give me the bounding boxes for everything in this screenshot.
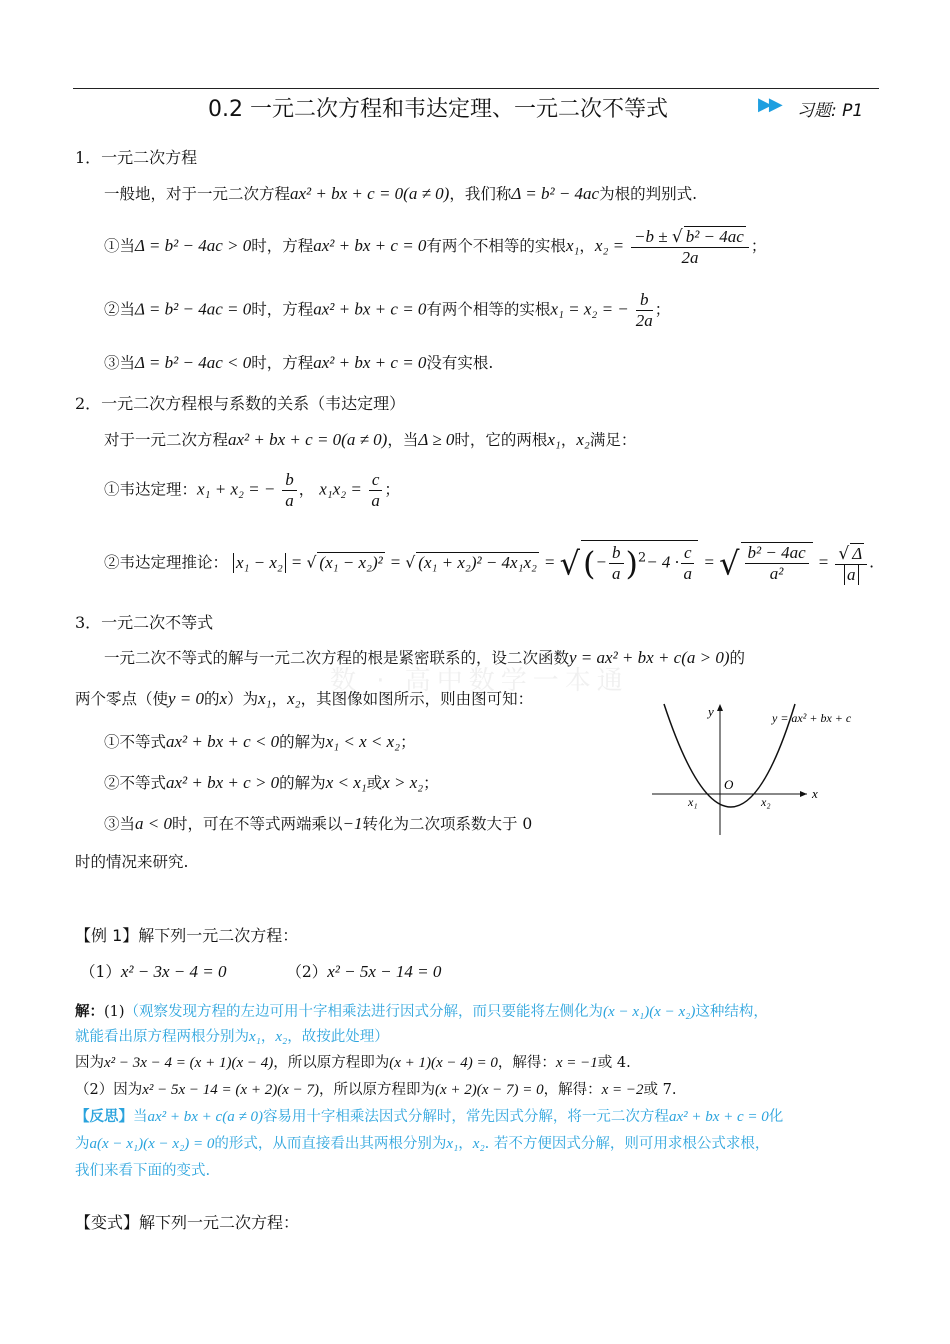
section3-para2: 两个零点（使y = 0的x）为x₁，x₂，其图像如图所示，则由图可知： [75,689,534,708]
section1-case2: ②当Δ = b² − 4ac = 0时，方程ax² + bx + c = 0有两个相等的实根x₁ = x₂ = − $\frac{b}{2a}$ ； [104,290,671,330]
example1-reflection-end: 我们来看下面的变式. [75,1163,211,1179]
inequality-rule-1: ①不等式ax² + bx + c < 0的解为x₁ < x < x₂； [104,732,416,751]
inequality-rule-3-cont: 时的情况来研究. [75,853,189,871]
inequality-rule-3: ③当a < 0时，可在不等式两端乘以−1转化为二次项系数大于 0 [104,814,533,833]
graph-function-label: y = ax² + bx + c [772,711,852,725]
graph-origin-label: O [724,777,734,792]
example1-reflection-cont: 为a(x − x₁)(x − x₂) = 0的形式，从而直接看出其两根分别为x₁，x₂. 若不方便因式分解，则可用求根公式求根， [75,1136,770,1152]
section1-intro: 一般地，对于一元二次方程ax² + bx + c = 0(a ≠ 0)，我们称Δ = b² − 4ac为根的判别式. [104,184,698,203]
section1-heading: 1．一元二次方程 [75,148,198,167]
example1-solution-1: 因为x² − 3x − 4 = (x + 1)(x − 4)，所以原方程即为(x + 1)(x − 4) = 0，解得：x = −1或 4. [75,1055,631,1071]
section1-case1: ①当Δ = b² − 4ac > 0时，方程ax² + bx + c = 0有两个不相等的实根x₁，x₂ = $\frac{\text{−b ± √ b² − 4ac}}{2a}$ ； [104,227,767,267]
header-rule [73,88,879,89]
section2-intro: 对于一元二次方程ax² + bx + c = 0(a ≠ 0)，当Δ ≥ 0时，它的两根x₁，x₂满足： [104,430,637,449]
example1-questions: （1）x² − 3x − 4 = 0 （2）x² − 5x − 14 = 0 [80,962,442,981]
section3-heading: 3．一元二次不等式 [75,613,214,632]
double-arrow-icon: ▶▶ [758,94,780,115]
section3-para1: 一元二次不等式的解与一元二次方程的根是紧密联系的，设二次函数y = ax² + bx + c(a > 0)的 [104,648,746,667]
graph-y-label: y [708,704,714,719]
page-title: 0.2 一元二次方程和韦达定理、一元二次不等式 [208,97,668,122]
example1-title: 【例 1】解下列一元二次方程： [75,926,299,945]
root-formula-fraction: $\frac{\text{−b ± √ b² − 4ac}}{2a}$ [631,226,749,268]
parabola-graph [652,700,877,840]
watermark: 数 · 高中数学一本通 [330,666,629,696]
variant-title: 【变式】解下列一元二次方程： [75,1213,300,1232]
example1-solution-2: （2）因为x² − 5x − 14 = (x + 2)(x − 7)，所以原方程即为(x + 2)(x − 7) = 0，解得：x = −2或 7. [75,1082,677,1098]
exercise-reference: 习题: P1 [797,101,864,121]
section1-case3: ③当Δ = b² − 4ac < 0时，方程ax² + bx + c = 0没有实根. [104,353,494,372]
section2-heading: 2．一元二次方程根与系数的关系（韦达定理） [75,394,406,413]
graph-x1-label: x₁ [688,795,698,809]
example1-solution-note: 解：(1)（观察发现方程的左边可用十字相乘法进行因式分解，而只要能将左侧化为(x − x₁)(x − x₂)这种结构， [75,1003,768,1020]
graph-x-label: x [812,786,818,801]
example1-reflection: 【反思】当ax² + bx + c(a ≠ 0)容易用十字相乘法因式分解时，常先因式分解，将一元二次方程ax² + bx + c = 0化 [75,1108,784,1125]
example1-solution-note-cont: 就能看出原方程两根分别为x₁，x₂，故按此处理） [75,1029,389,1045]
vieta-corollary: ②韦达定理推论： x₁ − x₂ = √ (x₁ − x₂)² = √ (x₁ + x₂)² − 4x₁x₂ = √(− $\frac{b}{a}$ )$^2$− 4 · $\frac{c}{a}$ = √ $\frac{\text{b² − 4ac}}{\text{a²}}$ = $\frac{√ \Delta}{a}$ . [104,540,874,585]
double-root-fraction: $\frac{b}{2a}$ [635,290,653,330]
vieta-theorem: ①韦达定理：x₁ + x₂ = − $\frac{b}{a}$ ， x₁x₂ = $\frac{c}{a}$ ； [104,470,400,510]
inequality-rule-2: ②不等式ax² + bx + c > 0的解为x < x₁或x > x₂； [104,773,439,792]
graph-x2-label: x₂ [761,795,771,809]
